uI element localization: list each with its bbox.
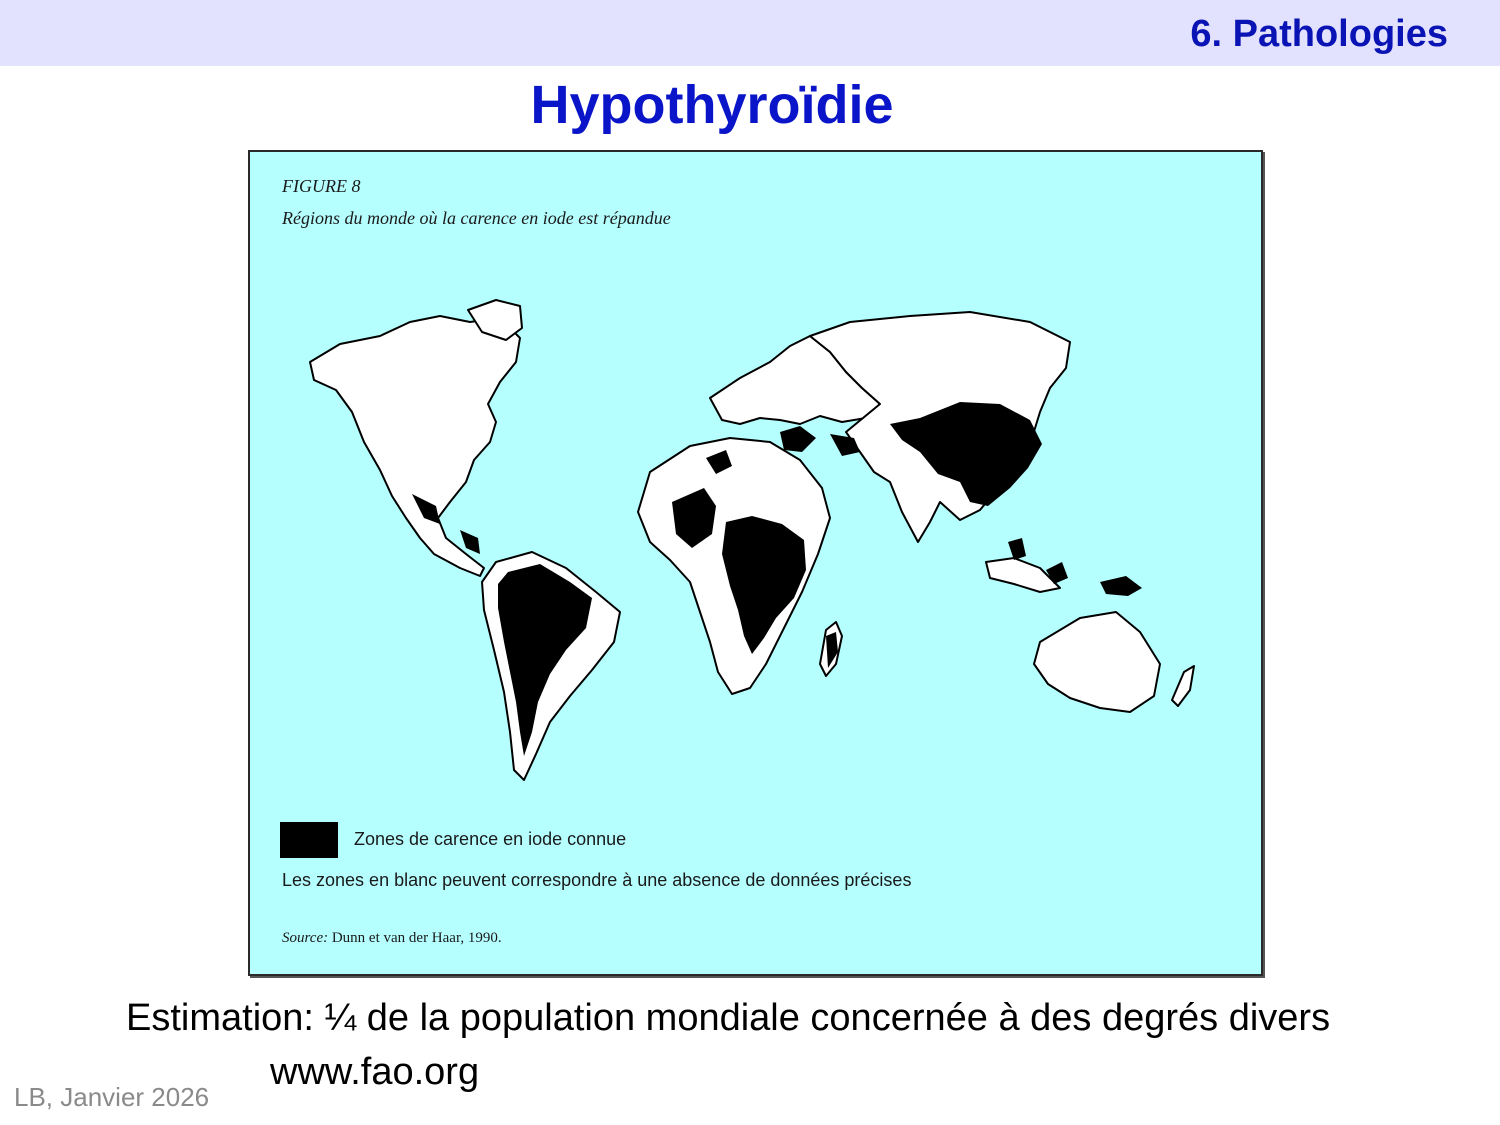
- north-america: [310, 316, 520, 576]
- australia: [1034, 612, 1160, 712]
- new-zealand: [1172, 666, 1194, 706]
- estimation-text: Estimation: ¼ de la population mondiale concernée à des degrés divers: [126, 997, 1331, 1039]
- iodine-deficiency-figure: [248, 150, 1263, 976]
- legend-note: Les zones en blanc peuvent correspondre à une absence de données précises: [282, 870, 912, 890]
- legend-swatch: [280, 822, 338, 858]
- section-title: 6. Pathologies: [1190, 13, 1448, 55]
- slide-title: Hypothyroïdie: [530, 75, 894, 135]
- source-text: Dunn et van der Haar, 1990.: [331, 930, 502, 946]
- figure-source: [282, 930, 502, 947]
- figure-number: FIGURE 8: [282, 176, 361, 196]
- source-label: Source:: [282, 930, 329, 946]
- figure-title: Régions du monde où la carence en iode est répandue: [282, 208, 671, 228]
- legend-label: Zones de carence en iode connue: [354, 829, 627, 849]
- world-map: [270, 292, 1230, 792]
- website-link[interactable]: www.fao.org: [270, 1051, 480, 1093]
- footer-author: LB, Janvier 2026: [14, 1082, 210, 1112]
